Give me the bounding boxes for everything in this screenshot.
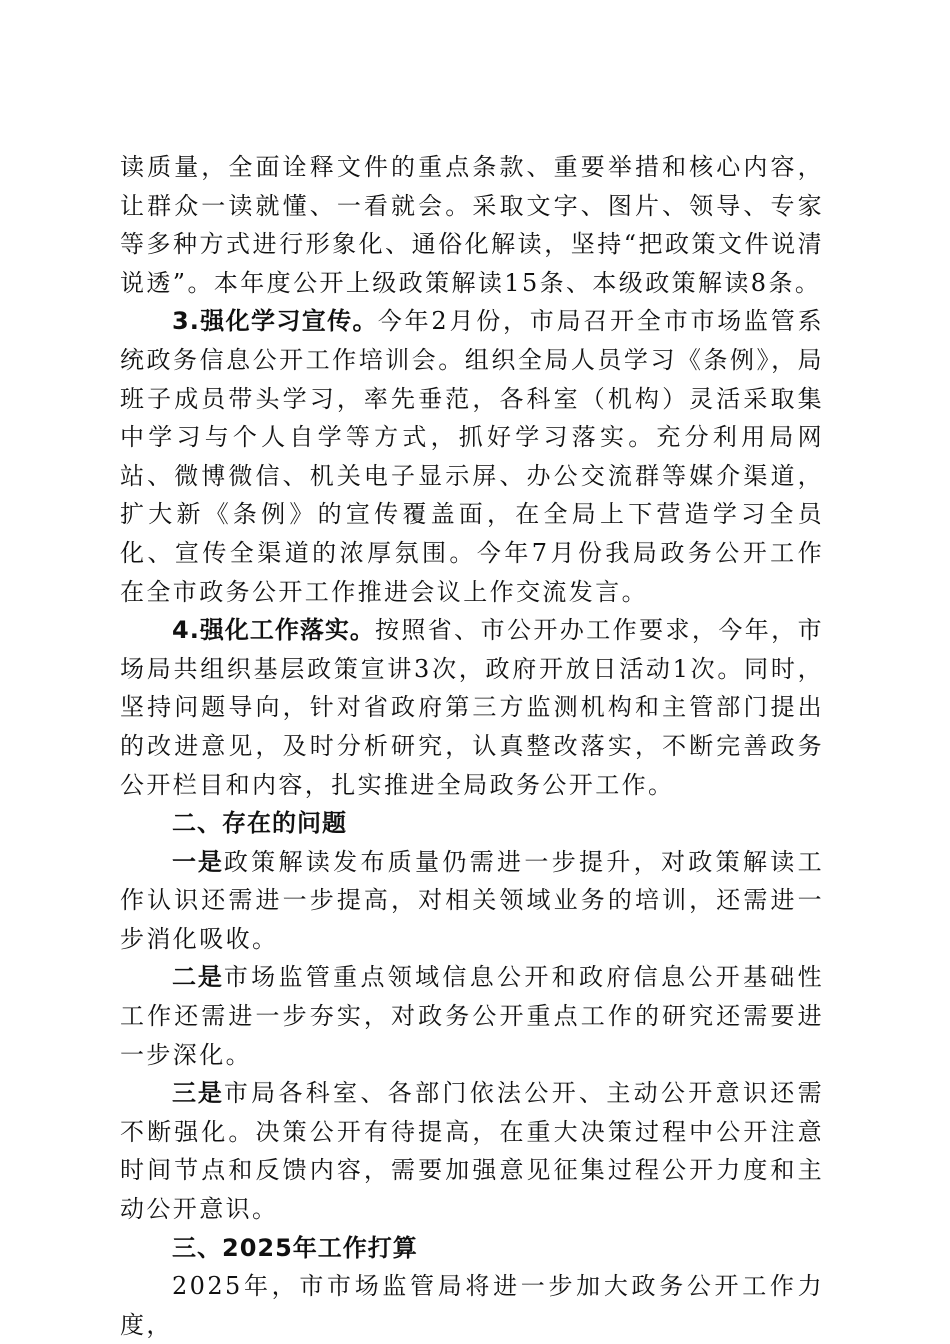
paragraph-lead: 4.强化工作落实。 [172, 616, 375, 645]
section-heading-problems: 二、存在的问题 [172, 809, 347, 838]
paragraph-text: 市局各科室、各部门依法公开、主动公开意识还需不断强化。决策公开有待提高，在重大决策过程中公开注意时间节点和反馈内容，需要加强意见征集过程公开力度和主动公开意识。 [120, 1079, 824, 1224]
paragraph-problem-3 [120, 1074, 824, 1228]
paragraph-work-implementation [120, 611, 824, 804]
paragraph-study-publicity [120, 302, 824, 611]
paragraph-text: 市场监管重点领域信息公开和政府信息公开基础性工作还需进一步夯实，对政务公开重点工作的研究还需要进一步深化。 [120, 963, 824, 1069]
paragraph-text: 读质量，全面诠释文件的重点条款、重要举措和核心内容，让群众一读就懂、一看就会。采取文字、图片、领导、专家等多种方式进行形象化、通俗化解读，坚持“把政策文件说清说透”。本年度公开上级政策解读15条、本级政策解读8条。 [120, 153, 824, 297]
document-page [120, 148, 824, 1344]
paragraph-text: 2025年，市市场监管局将进一步加大政务公开工作力度， [120, 1272, 824, 1339]
paragraph-policy-interpretation [120, 148, 824, 302]
section-heading-plan: 三、2025年工作打算 [172, 1233, 418, 1262]
paragraph-plan-intro [120, 1267, 824, 1344]
paragraph-text: 政策解读发布质量仍需进一步提升，对政策解读工作认识还需进一步提高，对相关领域业务的培训，还需进一步消化吸收。 [120, 847, 824, 953]
paragraph-problem-2 [120, 958, 824, 1074]
paragraph-text: 按照省、市公开办工作要求，今年，市场局共组织基层政策宣讲3次，政府开放日活动1次。同时，坚持问题导向，针对省政府第三方监测机构和主管部门提出的改进意见，及时分析研究，认真整改落实，不断完善政务公开栏目和内容，扎实推进全局政务公开工作。 [120, 616, 824, 799]
paragraph-lead: 二是 [172, 963, 224, 992]
paragraph-lead: 一是 [172, 847, 224, 876]
paragraph-lead: 3.强化学习宣传。 [172, 307, 378, 336]
paragraph-text: 今年2月份，市局召开全市市场监管系统政务信息公开工作培训会。组织全局人员学习《条例》，局班子成员带头学习，率先垂范，各科室（机构）灵活采取集中学习与个人自学等方式，抓好学习落实。充分利用局网站、微博微信、机关电子显示屏、办公交流群等媒介渠道，扩大新《条例》的宣传覆盖面，在全局上下营造学习全员化、宣传全渠道的浓厚氛围。今年7月份我局政务公开工作在全市政务公开工作推进会议上作交流发言。 [120, 307, 824, 606]
paragraph-problem-1 [120, 843, 824, 959]
paragraph-lead: 三是 [172, 1079, 224, 1108]
